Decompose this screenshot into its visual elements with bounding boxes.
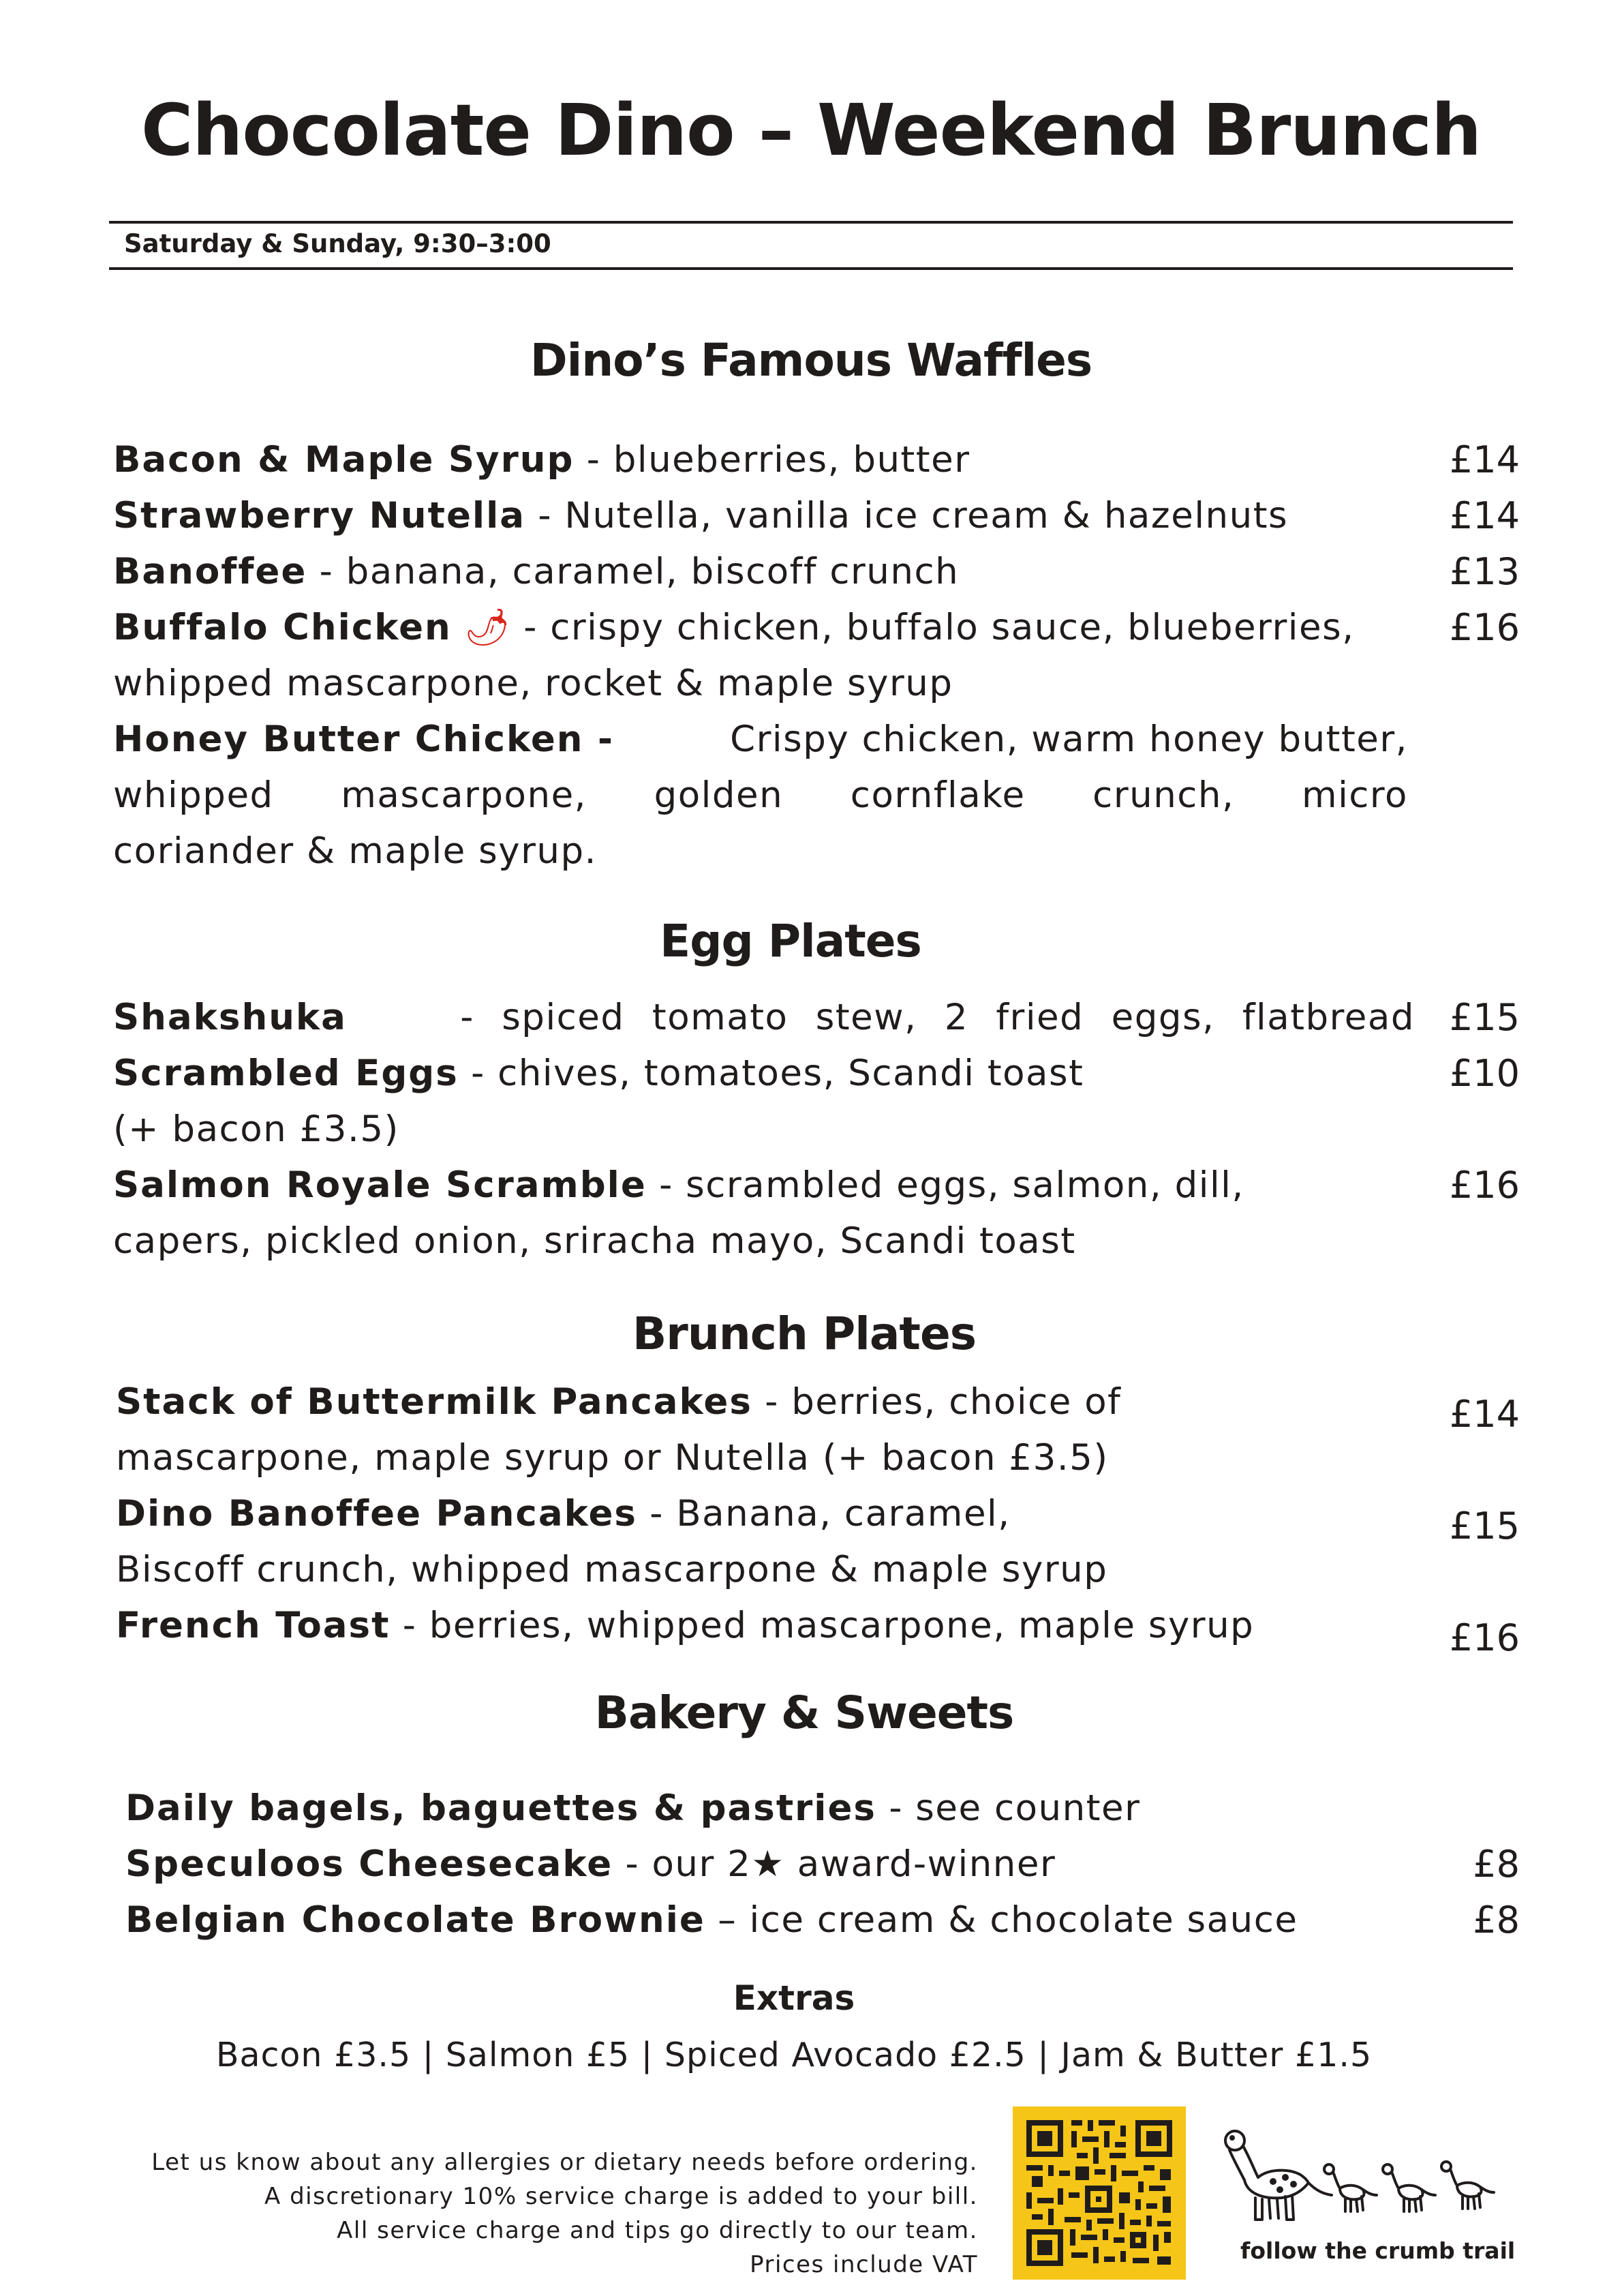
item-desc: - banana, caramel, biscoff crunch — [307, 551, 960, 592]
dinosaur-icon — [1220, 2124, 1499, 2226]
menu-item-salmon-royale — [113, 1158, 1244, 1213]
allergy-note: Let us know about any allergies or dietary needs before ordering. — [151, 2149, 978, 2176]
item-name: Honey Butter Chicken - — [113, 719, 614, 760]
item-desc: - Banana, caramel, — [637, 1493, 1011, 1535]
item-name: Speculoos Cheesecake — [125, 1843, 613, 1885]
section-title-eggs: Egg Plates — [660, 915, 921, 967]
section-title-brunch: Brunch Plates — [632, 1308, 977, 1360]
item-price: £16 — [1449, 1164, 1520, 1207]
menu-item-banoffee — [113, 544, 959, 600]
service-charge-note: A discretionary 10% service charge is added to your bill. — [264, 2183, 978, 2210]
header-top-rule — [109, 221, 1513, 224]
qr-code-icon — [1024, 2117, 1175, 2269]
item-desc: - spiced tomato stew, 2 fried eggs, flatbread — [460, 997, 1415, 1038]
item-desc: Crispy chicken, warm honey butter, — [730, 719, 1408, 760]
qr-code-icon[interactable] — [1013, 2106, 1186, 2280]
item-price: £15 — [1449, 1505, 1520, 1547]
item-price: £14 — [1449, 494, 1520, 537]
item-name: Stack of Buttermilk Pancakes — [116, 1381, 752, 1423]
menu-item-honey-butter-chicken — [113, 712, 1408, 768]
item-price: £8 — [1473, 1843, 1520, 1886]
header-bottom-rule — [109, 267, 1513, 270]
extras-list: Bacon £3.5 | Salmon £5 | Spiced Avocado £2.5 | Jam & Butter £1.5 — [215, 2036, 1373, 2074]
item-desc: - scrambled eggs, salmon, dill, — [646, 1164, 1244, 1206]
item-desc-continued: (+ bacon £3.5) — [113, 1108, 399, 1150]
menu-item-speculoos-cheesecake — [125, 1837, 1056, 1892]
page-title: Chocolate Dino – Weekend Brunch — [140, 89, 1482, 172]
item-desc: - chives, tomatoes, Scandi toast — [458, 1053, 1084, 1094]
menu-item-daily-bakes — [125, 1781, 1140, 1837]
item-name: Scrambled Eggs — [113, 1053, 459, 1094]
item-desc: - our 2★ award-winner — [613, 1843, 1056, 1885]
item-price: £15 — [1449, 996, 1520, 1039]
crumb-trail-label: follow the crumb trail — [1240, 2237, 1516, 2264]
item-name: Daily bagels, baguettes & pastries — [125, 1787, 876, 1829]
menu-item-scrambled-eggs — [113, 1046, 1084, 1102]
item-price: £16 — [1449, 606, 1520, 649]
item-desc: - berries, whipped mascarpone, maple syrup — [390, 1605, 1255, 1646]
item-desc: - see counter — [876, 1787, 1141, 1829]
item-price: £16 — [1449, 1616, 1520, 1659]
item-name: Strawberry Nutella — [113, 495, 525, 537]
menu-item-bacon-maple — [113, 432, 970, 488]
menu-item-french-toast — [116, 1598, 1254, 1654]
item-desc: - crispy chicken, buffalo sauce, blueberries, — [510, 607, 1355, 648]
item-name: French Toast — [116, 1605, 391, 1646]
tips-note: All service charge and tips go directly to our team. — [337, 2217, 978, 2244]
item-desc: – ice cream & chocolate sauce — [705, 1899, 1298, 1941]
vat-note: Prices include VAT — [750, 2251, 978, 2278]
item-desc: - blueberries, butter — [574, 439, 970, 481]
item-desc-continued: coriander & maple syrup. — [113, 830, 597, 872]
item-price: £14 — [1449, 438, 1520, 481]
section-title-bakery: Bakery & Sweets — [594, 1687, 1014, 1739]
extras-title: Extras — [733, 1978, 855, 2018]
item-price: £14 — [1449, 1393, 1520, 1436]
section-title-waffles: Dino’s Famous Waffles — [530, 334, 1092, 387]
menu-item-strawberry-nutella — [113, 488, 1288, 544]
item-price: £8 — [1473, 1899, 1520, 1942]
item-name: Banoffee — [113, 551, 307, 592]
item-name: Belgian Chocolate Brownie — [125, 1899, 705, 1941]
item-desc-continued: Biscoff crunch, whipped mascarpone & maple syrup — [116, 1549, 1108, 1590]
item-desc: - Nutella, vanilla ice cream & hazelnuts — [525, 495, 1289, 537]
item-desc-continued: whipped mascarpone, rocket & maple syrup — [113, 663, 953, 704]
opening-hours: Saturday & Sunday, 9:30–3:00 — [124, 229, 551, 258]
item-name: Bacon & Maple Syrup — [113, 439, 575, 481]
item-desc: - berries, choice of — [752, 1381, 1122, 1423]
menu-item-buffalo-chicken — [113, 600, 1355, 656]
item-price: £10 — [1449, 1052, 1520, 1095]
item-name: Salmon Royale Scramble — [113, 1164, 647, 1206]
item-price: £13 — [1449, 550, 1520, 593]
menu-item-chocolate-brownie — [125, 1892, 1298, 1948]
item-name: Shakshuka — [113, 997, 347, 1038]
menu-item-dino-banoffee-pancakes — [116, 1486, 1011, 1542]
item-desc-continued: mascarpone, maple syrup or Nutella (+ bacon £3.5) — [116, 1437, 1109, 1479]
chilli-icon: 🌶 — [464, 607, 511, 648]
menu-item-shakshuka — [113, 990, 1415, 1046]
item-desc-continued: whipped mascarpone, golden cornflake crunch, micro — [113, 774, 1408, 816]
item-desc-continued: capers, pickled onion, sriracha mayo, Scandi toast — [113, 1220, 1076, 1262]
menu-item-buttermilk-pancakes — [116, 1374, 1121, 1430]
item-name: Dino Banoffee Pancakes — [116, 1493, 637, 1535]
item-name: Buffalo Chicken — [113, 607, 452, 648]
